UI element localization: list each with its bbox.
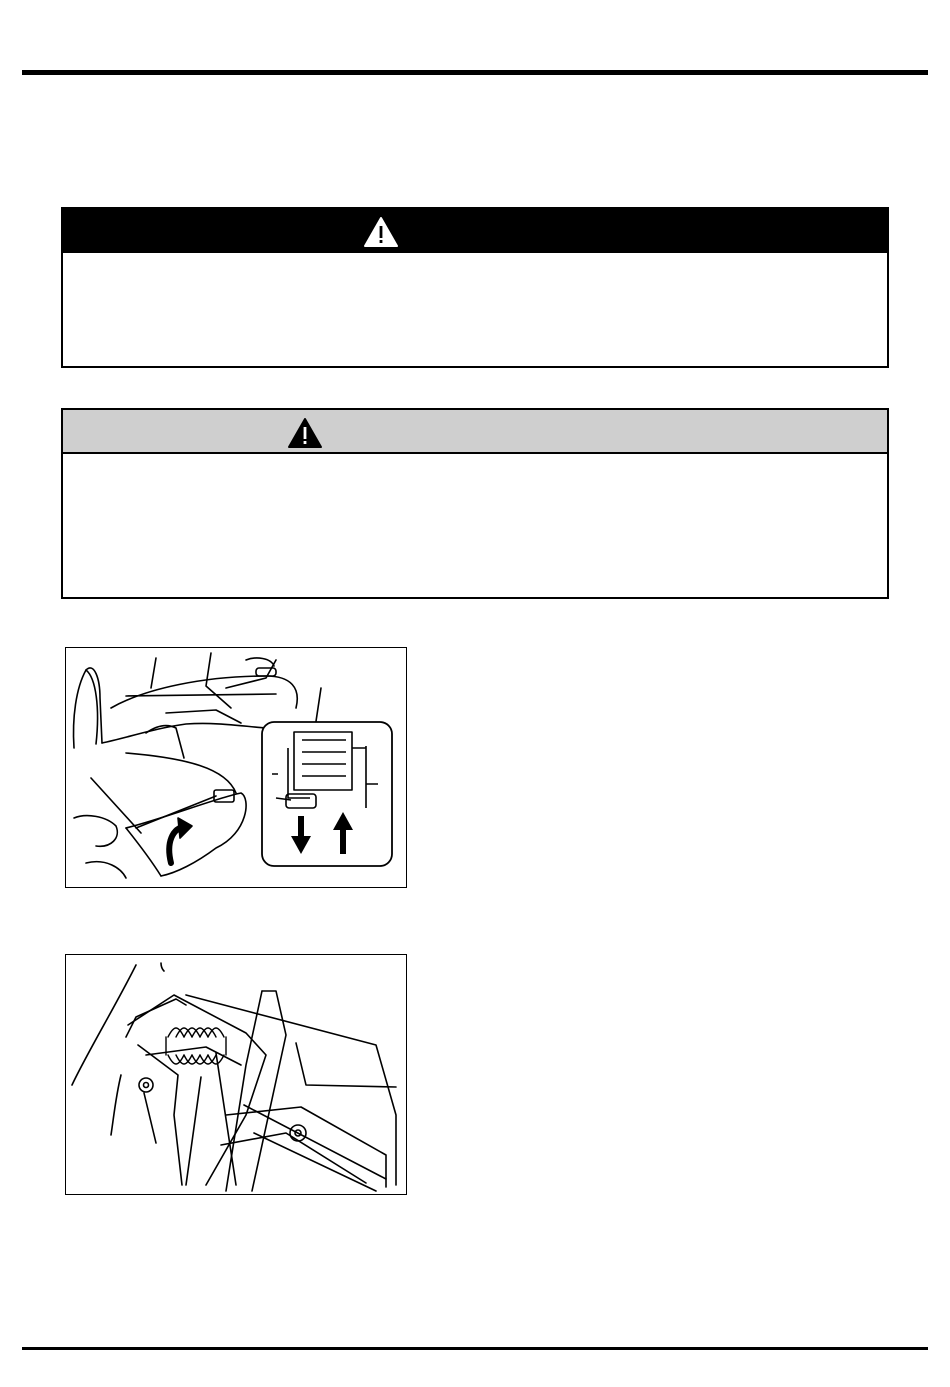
spring-bracket-figure <box>65 954 407 1195</box>
seat-latch-illustration <box>66 648 406 887</box>
top-rule <box>22 70 928 75</box>
bottom-rule <box>22 1347 928 1350</box>
spring-bracket-illustration <box>66 955 406 1194</box>
caution-box <box>61 408 889 599</box>
warning-triangle-icon <box>287 417 323 449</box>
seat-latch-figure <box>65 647 407 888</box>
warning-header <box>63 209 887 253</box>
warning-triangle-icon <box>363 216 399 248</box>
caution-header <box>63 410 887 454</box>
warning-body <box>63 253 887 273</box>
caution-body <box>63 454 887 474</box>
warning-box <box>61 207 889 368</box>
